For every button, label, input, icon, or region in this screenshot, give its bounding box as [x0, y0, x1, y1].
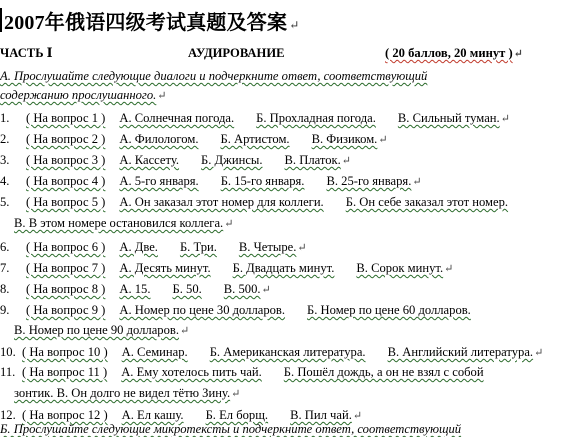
instruction-a-line2: содержанию прослушанного.↵ — [0, 88, 167, 102]
answer-option: В. Сорок минут. — [356, 261, 444, 275]
question-row — [0, 152, 351, 169]
question-number: 3. — [0, 153, 10, 167]
answer-option: Б. Двадцать минут. — [232, 261, 335, 275]
instruction-b: Б. Прослушайте следующие микротексты и подчеркните ответ, соответствующий — [0, 422, 462, 436]
question-row — [0, 173, 422, 190]
answer-option: В. 500. — [223, 282, 261, 296]
question-number: 2. — [0, 132, 10, 146]
question-prompt: ( На вопрос 1 ) — [26, 111, 106, 125]
paragraph-mark-icon: ↵ — [224, 218, 234, 230]
question-number: 8. — [0, 282, 10, 296]
answer-option: А. Десять минут. — [119, 261, 211, 275]
paragraph-mark-icon: ↵ — [513, 48, 523, 60]
answer-option: В. Четыре. — [238, 240, 297, 254]
question-row — [0, 344, 543, 361]
answer-option: А. Две. — [119, 240, 158, 254]
question-number: 9. — [0, 303, 10, 317]
question-continuation: зонтик. В. Он долго не видел тётю Зину.↵ — [14, 386, 241, 400]
question-prompt: ( На вопрос 11 ) — [22, 365, 108, 379]
answer-option: А. Номер по цене 30 долларов. — [119, 303, 286, 317]
question-row — [0, 302, 471, 318]
paragraph-mark-icon: ↵ — [444, 263, 454, 275]
paragraph-mark-icon: ↵ — [297, 242, 307, 254]
answer-option: Б. Ел борщ. — [205, 408, 269, 422]
question-prompt: ( На вопрос 9 ) — [26, 303, 106, 317]
paragraph-mark-icon: ↵ — [534, 347, 544, 359]
paragraph-mark-icon: ↵ — [289, 18, 300, 32]
paragraph-mark-icon: ↵ — [412, 176, 422, 188]
answer-option: Б. Артистом. — [220, 132, 290, 146]
question-prompt: ( На вопрос 5 ) — [26, 195, 106, 209]
answer-option: Б. Три. — [179, 240, 217, 254]
question-number: 6. — [0, 240, 10, 254]
paragraph-mark-icon: ↵ — [157, 90, 167, 102]
question-number: 7. — [0, 261, 10, 275]
answer-option: В. Пил чай. — [290, 408, 352, 422]
question-row — [0, 239, 307, 256]
answer-option: Б. 50. — [172, 282, 202, 296]
answer-option: Б. Прохладная погода. — [256, 111, 376, 125]
question-continuation: В. В этом номере остановился коллега.↵ — [14, 216, 234, 230]
answer-option: Б. Номер по цене 60 долларов. — [307, 303, 471, 317]
answer-option: А. Он заказал этот номер для коллеги. — [119, 195, 324, 209]
answer-option: А. Солнечная погода. — [119, 111, 235, 125]
answer-option: В. Английский литература. — [387, 345, 534, 359]
paragraph-mark-icon: ↵ — [179, 325, 190, 337]
answer-option: В. Сильный туман. — [397, 111, 500, 125]
answer-option: А. Семинар. — [121, 345, 188, 359]
question-prompt: ( На вопрос 7 ) — [26, 261, 106, 275]
answer-option: Б. Американская литература. — [209, 345, 366, 359]
question-number: 4. — [0, 174, 10, 188]
paragraph-mark-icon: ↵ — [231, 388, 241, 400]
answer-option: Б. Он себе заказал этот номер. — [345, 195, 509, 209]
answer-option: В. 25-го января. — [326, 174, 412, 188]
question-number: 1. — [0, 111, 10, 125]
answer-option: Б. Пошёл дождь, а он не взял с собой — [283, 365, 484, 379]
section-name: АУДИРОВАНИЕ — [188, 46, 285, 60]
answer-option: А. 5-го января. — [119, 174, 199, 188]
answer-option: Б. 15-го января. — [220, 174, 305, 188]
question-prompt: ( На вопрос 4 ) — [26, 174, 106, 188]
answer-option: Б. Джинсы. — [201, 153, 263, 167]
paragraph-mark-icon: ↵ — [378, 134, 388, 146]
question-prompt: ( На вопрос 8 ) — [26, 282, 106, 296]
answer-option: А. Кассету. — [119, 153, 180, 167]
instruction-a-line1: А. Прослушайте следующие диалоги и подчеркните ответ, соответствующий — [0, 69, 428, 83]
document-title: 2007年俄语四级考试真题及答案 ↵ — [4, 12, 300, 34]
question-prompt: ( На вопрос 10 ) — [22, 345, 108, 359]
answer-option: В. Платок. — [284, 153, 341, 167]
answer-option: А. 15. — [119, 282, 151, 296]
paragraph-mark-icon: ↵ — [352, 410, 363, 422]
paragraph-mark-icon: ↵ — [261, 284, 271, 296]
question-number: 12. — [0, 408, 16, 422]
question-number: 10. — [0, 345, 16, 359]
question-row — [0, 260, 453, 277]
question-prompt: ( На вопрос 2 ) — [26, 132, 106, 146]
section-part: ЧАСТЬ Ⅰ — [0, 46, 53, 60]
question-prompt: ( На вопрос 3 ) — [26, 153, 106, 167]
answer-option: В. Физиком. — [311, 132, 378, 146]
answer-option: А. Филологом. — [119, 132, 199, 146]
section-points: ( 20 баллов, 20 минут )↵ — [385, 46, 523, 60]
answer-option: А. Ему хотелось пить чай. — [121, 365, 262, 379]
question-row — [0, 131, 388, 148]
question-number: 5. — [0, 195, 10, 209]
paragraph-mark-icon: ↵ — [341, 155, 351, 167]
question-row — [0, 194, 508, 210]
question-row — [0, 364, 484, 380]
question-prompt: ( На вопрос 6 ) — [26, 240, 106, 254]
paragraph-mark-icon: ↵ — [500, 113, 510, 125]
answer-option: А. Ел кашу. — [121, 408, 184, 422]
question-row — [0, 110, 510, 127]
question-continuation: В. Номер по цене 90 долларов.↵ — [14, 323, 190, 337]
question-row — [0, 281, 271, 298]
text-cursor — [0, 8, 2, 32]
question-prompt: ( На вопрос 12 ) — [22, 408, 108, 422]
question-number: 11. — [0, 365, 16, 379]
